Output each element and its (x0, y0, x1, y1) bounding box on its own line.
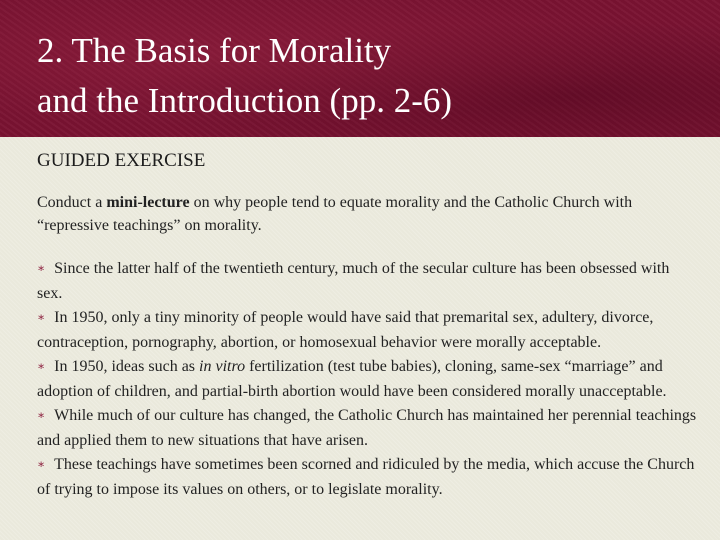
intro-paragraph (37, 192, 697, 237)
section-heading: GUIDED EXERCISE (37, 150, 206, 171)
slide-content (0, 137, 720, 540)
bullet-text: In 1950, only a tiny minority of people would have said that premarital sex, adultery, divorce, contraception, pornography, abortion, or homosexual behavior were morally acceptable. (37, 309, 654, 351)
bullet-item (37, 355, 697, 403)
bullet-item (37, 257, 697, 305)
title-line-1: 2. The Basis for Morality (37, 31, 392, 70)
title-line-2: and the Introduction (pp. 2-6) (37, 81, 453, 120)
bullet-item (37, 453, 697, 501)
intro-after: on why people tend to equate morality and the Catholic Church with “repressive teachings” on morality. (37, 194, 633, 234)
bullet-asterisk-icon: ∗ (37, 261, 46, 275)
slide-title (37, 26, 720, 126)
bullet-asterisk-icon: ∗ (37, 310, 46, 324)
intro-before: Conduct a (37, 194, 107, 211)
bullet-asterisk-icon: ∗ (37, 408, 46, 422)
bullet-asterisk-icon: ∗ (37, 457, 46, 471)
bullet-item (37, 306, 697, 354)
bullet-list (37, 257, 697, 501)
slide-header (0, 0, 720, 137)
intro-keyword: mini‑lecture (106, 194, 190, 211)
bullet-asterisk-icon: ∗ (37, 359, 46, 373)
content-body (37, 150, 697, 502)
bullet-text: While much of our culture has changed, the Catholic Church has maintained her perennial teachings and applied them to new situations that have arisen. (37, 407, 697, 449)
bullet-text: These teachings have sometimes been scorned and ridiculed by the media, which accuse the Church of trying to impose its values on others, or to legislate morality. (37, 456, 695, 498)
bullet-text-before: In 1950, ideas such as (54, 358, 200, 375)
bullet-text-after: fertilization (test tube babies), cloning, same‑sex “marriage” and adoption of children, and partial‑birth abortion would have been considered morally unacceptable. (37, 358, 667, 400)
bullet-item (37, 404, 697, 452)
bullet-text-emphasis: in vitro (199, 358, 246, 375)
bullet-text: Since the latter half of the twentieth century, much of the secular culture has been obsessed with sex. (37, 260, 670, 302)
